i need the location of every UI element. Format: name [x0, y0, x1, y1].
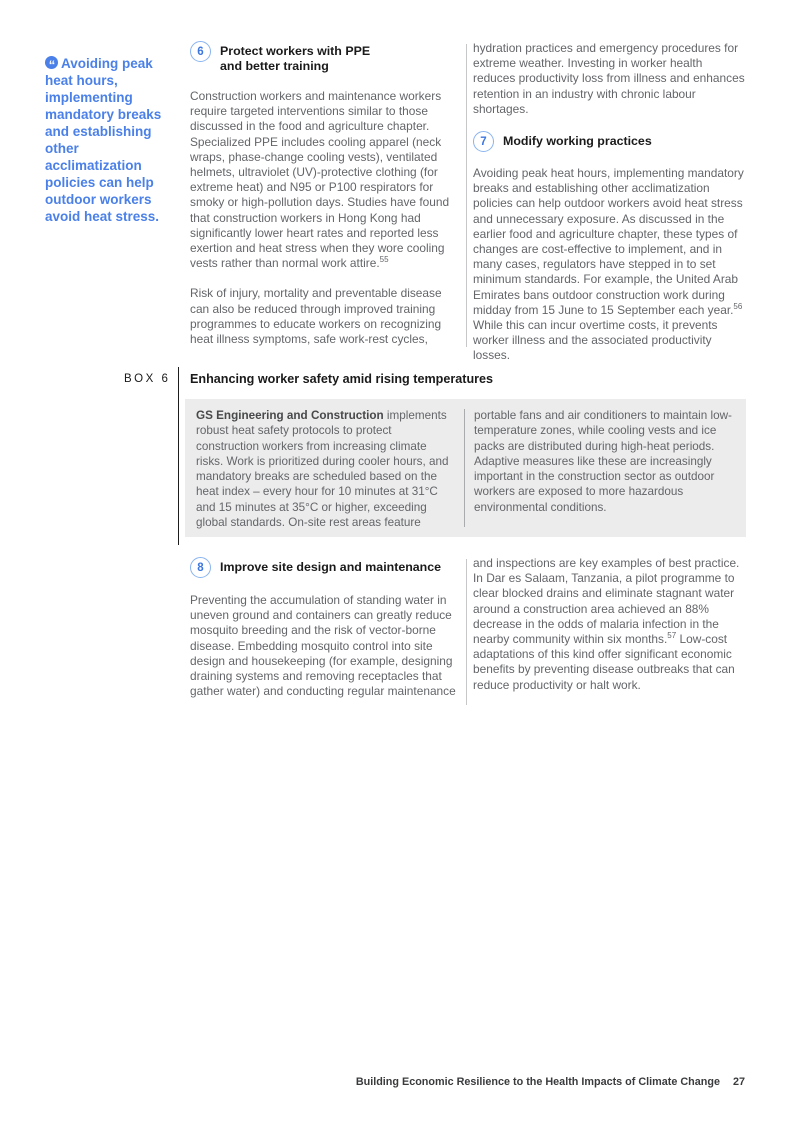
quote-icon — [45, 56, 58, 69]
section-7-number-badge: 7 — [473, 131, 494, 152]
section-6-title — [220, 41, 370, 74]
section-6-paragraph-1-text: Construction workers and maintenance workers require targeted interventions similar to those discussed in the food and agriculture chapter. Specialized PPE includes cooling apparel (neck wraps, phase-change cooling vests), ventilated helmets, ultraviolet (UV)-protective clothing (for extreme heat) and N95 or P100 respirators for smoky or high-pollution days. Studies have found that construction workers in Hong Kong had significantly lower heart rates and reported less exertion and heat stress when they wore cooling vests rather than normal work attire. — [190, 89, 450, 271]
footer-page-number: 27 — [732, 1076, 745, 1088]
box-6-right-column — [474, 408, 736, 528]
box-6-body — [185, 399, 746, 537]
box-6-right-paragraph: portable fans and air conditioners to maintain low-temperature zones, while cooling vests and ice packs are distributed during high-heat periods. Adaptive measures like these are increasingly important in the construction sector as outdoor workers are exposed to more hazardous environmental conditions. — [474, 409, 732, 514]
box-6-vertical-rule — [178, 367, 179, 545]
box-6-title: Enhancing worker safety amid rising temperatures — [190, 372, 494, 386]
column-top-right — [473, 41, 747, 364]
section-8-title-text: Improve site design and maintenance — [220, 560, 442, 574]
column-bottom-right — [473, 556, 747, 693]
box-6-left-paragraph — [196, 408, 450, 530]
section-8-heading — [190, 557, 464, 578]
section-8-paragraph-2 — [473, 556, 747, 693]
section-7-paragraph-1-text: Avoiding peak heat hours, implementing mandatory breaks and establishing other acclimatization policies can help outdoor workers avoid heat stress and unnecessary exposure. As discussed in the earlier food and agriculture chapter, these types of changes are cost-effective to implement, and in many cases, regulators have stepped in to set minimum standards. For example, the United Arab Emirates bans outdoor construction work during midday from 15 June to 15 September each year. — [473, 166, 744, 317]
box-6-company-name: GS Engineering and Construction — [196, 409, 384, 422]
section-8-paragraph-2-after: Low-cost adaptations of this kind offer significant economic benefits by preventing disease outbreaks that can reduce productivity or halt work. — [473, 632, 735, 692]
section-7-paragraph-1 — [473, 166, 747, 364]
pull-quote-text: Avoiding peak heat hours, implementing mandatory breaks and establishing other acclimatization policies can help outdoor workers avoid heat stress. — [45, 55, 162, 224]
section-6-heading — [190, 41, 464, 74]
section-7-title — [503, 131, 652, 149]
box-6-label: BOX 6 — [124, 373, 171, 385]
footnote-ref-57: 57 — [667, 631, 677, 641]
section-7-heading — [473, 131, 747, 152]
box-6-left-column — [196, 408, 450, 528]
section-8-number-badge: 8 — [190, 557, 211, 578]
footer-document-title: Building Economic Resilience to the Health Impacts of Climate Change — [355, 1076, 720, 1088]
section-6-title-line2: and better training — [220, 59, 329, 73]
section-6-paragraph-1 — [190, 89, 464, 271]
section-6-number-badge: 6 — [190, 41, 211, 62]
sidebar-pull-quote — [45, 55, 179, 225]
section-7-paragraph-1-after: While this can incur overtime costs, it prevents worker illness and the associated productivity losses. — [473, 318, 718, 363]
section-8-paragraph-1: Preventing the accumulation of standing water in uneven ground and containers can greatly reduce mosquito breeding and the risk of vector-borne disease. Embedding mosquito control into site design and housekeeping (for example, designing draining systems and removing receptacles that gather water) and conducting regular maintenance — [190, 593, 456, 699]
column-divider-bottom — [466, 559, 467, 705]
section-7-title-text: Modify working practices — [503, 134, 652, 149]
footnote-ref-56: 56 — [733, 301, 743, 311]
section-6-paragraph-2: Risk of injury, mortality and preventable disease can also be reduced through improved training programmes to educate workers on recognizing heat illness symptoms, safe work-rest cycles, — [190, 286, 442, 347]
column-divider-top — [466, 44, 467, 347]
section-6-title-line1: Protect workers with PPE — [220, 44, 371, 58]
column-bottom-left — [190, 557, 464, 699]
column-top-left — [190, 41, 464, 347]
section-8-title — [220, 557, 441, 575]
box-6-column-divider — [464, 409, 465, 527]
quote-icon-glyph: “ — [48, 57, 55, 69]
footnote-ref-55: 55 — [379, 255, 389, 265]
section-6-paragraph-2-continued: hydration practices and emergency procedures for extreme weather. Investing in worker health reduces productivity loss from illness and enhances retention in an industry with chronic labour shortages. — [473, 41, 745, 116]
page-footer — [356, 1076, 745, 1088]
box-6-left-text: implements robust heat safety protocols to protect construction workers from increasing climate risks. Work is prioritized during cooler hours, and mandatory breaks are scheduled based on the heat index – every hour for 10 minutes at 31°C and 15 minutes at 35°C or higher, exceeding global standards. On-site rest areas feature — [196, 409, 449, 530]
section-8-paragraph-2-text: and inspections are key examples of best practice. In Dar es Salaam, Tanzania, a pilot programme to clear blocked drains and eliminate stagnant water around a construction area achieved an 88% decrease in the odds of malaria infection in the nearby community within six months. — [473, 556, 740, 647]
